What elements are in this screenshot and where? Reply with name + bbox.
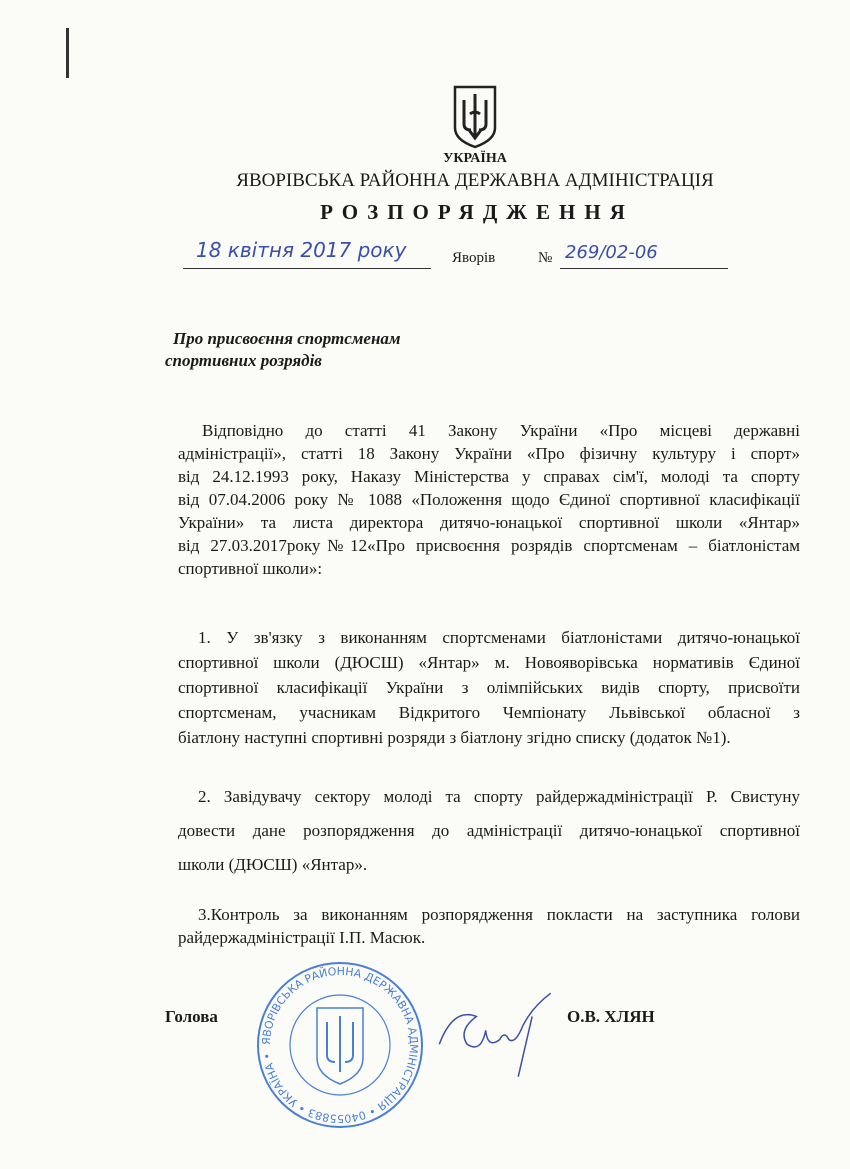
text-line: від 07.04.2006 року № 1088 «Положення щодо Єдиної спортивної класифікації <box>178 490 800 509</box>
text-line: райдержадміністрації І.П. Масюк. <box>178 928 426 947</box>
subject-line: спортивних розрядів <box>165 351 322 370</box>
text-line: адміністрації», статті 18 Закону України «Про фізичну культуру і спорт» <box>178 444 800 463</box>
country-name: УКРАЇНА <box>443 151 507 166</box>
text-line: спортивної школи»: <box>178 559 323 578</box>
text-line: 1. У зв'язку з виконанням спортсменами біатлоністами дитячо-юнацької <box>198 628 800 647</box>
document-date: 18 квітня 2017 року <box>196 238 407 262</box>
document-body <box>178 419 800 949</box>
number-underline <box>560 268 728 269</box>
text-line: довести дане розпорядження до адміністрації дитячо-юнацької спортивної <box>178 821 800 840</box>
document-title: РОЗПОРЯДЖЕННЯ <box>320 200 634 224</box>
scan-mark <box>66 28 69 78</box>
date-underline <box>183 268 431 269</box>
subject-line: Про присвоєння спортсменам <box>173 329 401 348</box>
organization-name: ЯВОРІВСЬКА РАЙОННА ДЕРЖАВНА АДМІНІСТРАЦІЯ <box>236 170 714 191</box>
point-2 <box>178 785 800 876</box>
trident-coat-of-arms-icon <box>452 84 498 150</box>
subject <box>165 328 401 372</box>
document-number: 269/02-06 <box>565 242 658 263</box>
text-line: спортивної класифікації України з олімпійських видів спорту, присвоїти <box>178 678 800 697</box>
text-line: від 27.03.2017року№12«Про присвоєння розрядів спортсменам – біатлоністам <box>178 536 800 555</box>
stamp-text: ЯВОРІВСЬКА РАЙОННА ДЕРЖАВНА АДМІНІСТРАЦІЯ • 04055883 • УКРАЇНА • <box>259 964 421 1126</box>
text-line: спортсменам, учасникам Відкритого Чемпіонату Львівської обласної з <box>178 703 800 722</box>
point-3 <box>178 903 800 949</box>
number-sign: № <box>538 250 553 266</box>
text-line: Відповідно до статті 41 Закону України «Про місцеві державні <box>202 421 800 440</box>
text-line: 3.Контроль за виконанням розпорядження покласти на заступника голови <box>198 905 800 924</box>
text-line: 2. Завідувачу сектору молоді та спорту райдержадміністрації Р. Свистуну <box>198 787 800 806</box>
signatory-title: Голова <box>165 1007 218 1026</box>
preamble-paragraph <box>178 419 800 580</box>
signatory-name: О.В. ХЛЯН <box>567 1007 655 1026</box>
handwritten-signature <box>430 985 560 1085</box>
point-1 <box>178 626 800 751</box>
document-city: Яворів <box>452 250 496 266</box>
text-line: біатлону наступні спортивні розряди з біатлону згідно списку (додаток №1). <box>178 728 731 747</box>
text-line: від 24.12.1993 року, Наказу Міністерства у справах сім'ї, молоді та спорту <box>178 467 800 486</box>
text-line: спортивної школи (ДЮСШ) «Янтар» м. Новояворівська нормативів Єдиної <box>178 653 800 672</box>
official-stamp <box>255 960 425 1130</box>
text-line: школи (ДЮСШ) «Янтар». <box>178 855 368 874</box>
text-line: України» та листа директора дитячо-юнацької спортивної школи «Янтар» <box>178 513 800 532</box>
